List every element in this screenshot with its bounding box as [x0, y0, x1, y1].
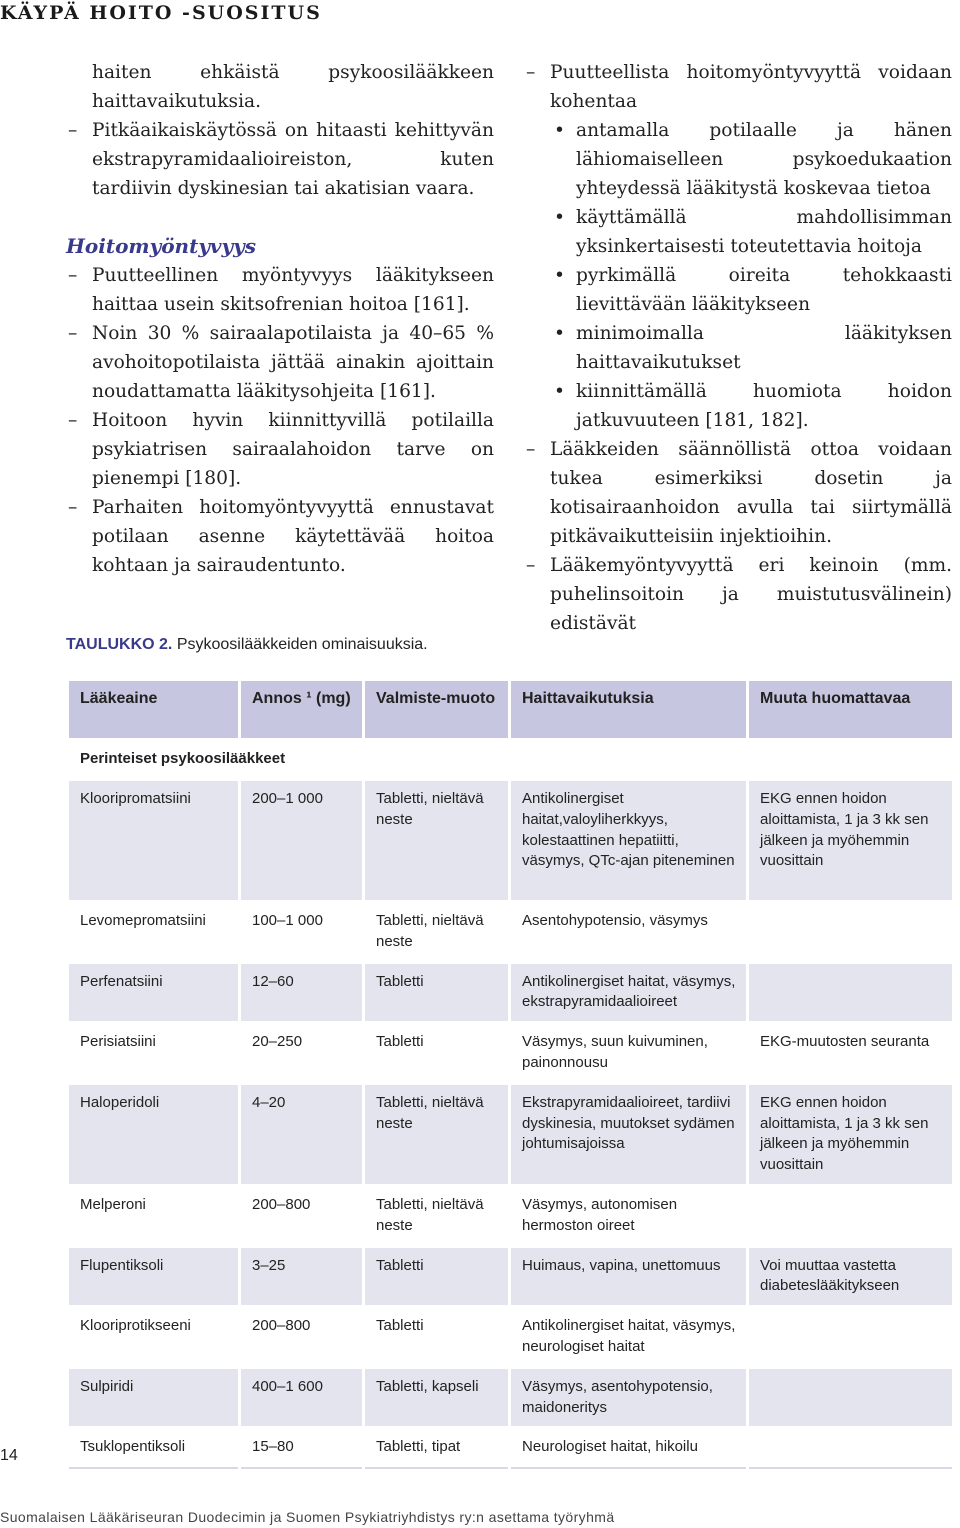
cell-notes — [748, 902, 954, 963]
list-item-longterm-risk: – Pitkäaikaiskäytössä on hitaasti kehittyvän ekstrapyramidaalioireiston, kuten tardiivin dyskinesian tai akatisian vaara. — [66, 116, 494, 203]
cell-notes — [748, 1428, 954, 1468]
cell-effects: Asentohypotensio, väsymys — [510, 902, 748, 963]
bullet-item: • käyttämällä mahdollisimman yksinkertaisesti toteutettavia hoitoja — [524, 203, 952, 261]
header-drug: Lääkeaine — [68, 680, 240, 740]
cell-effects: Antikolinergiset haitat,valoyliherkkyys, kolestaattinen hepatiitti, väsymys, QTc-ajan piteneminen — [510, 780, 748, 902]
cell-form: Tabletti, nieltävä neste — [364, 780, 510, 902]
cell-dose: 4–20 — [240, 1083, 364, 1185]
cell-dose: 200–800 — [240, 1185, 364, 1246]
table-row — [68, 962, 954, 1023]
table-row — [68, 1023, 954, 1084]
list-item: – Parhaiten hoitomyöntyvyyttä ennustavat potilaan asenne käytettävää hoitoa kohtaan ja sairaudentunto. — [66, 493, 494, 580]
cell-form: Tabletti, kapseli — [364, 1367, 510, 1428]
bullet-item: • pyrkimällä oireita tehokkaasti lievittävään lääkitykseen — [524, 261, 952, 319]
header-form: Valmiste-muoto — [364, 680, 510, 740]
table-row — [68, 1428, 954, 1468]
footer: Suomalaisen Lääkäriseuran Duodecimin ja Suomen Psykiatriyhdistys ry:n asettama työryhmä — [0, 1509, 615, 1525]
cell-form: Tabletti — [364, 962, 510, 1023]
cell-dose: 100–1 000 — [240, 902, 364, 963]
cell-dose: 200–800 — [240, 1307, 364, 1368]
cell-notes — [748, 1307, 954, 1368]
bullet-item: • antamalla potilaalle ja hänen lähiomaiselleen psykoedukaation yhteydessä lääkitystä koskevaa tietoa — [524, 116, 952, 203]
cell-drug: Flupentiksoli — [68, 1246, 240, 1307]
table-row — [68, 1246, 954, 1307]
cell-effects: Antikolinergiset haitat, väsymys, neurologiset haitat — [510, 1307, 748, 1368]
cell-effects: Neurologiset haitat, hikoilu — [510, 1428, 748, 1468]
table-row — [68, 1307, 954, 1368]
cell-notes: EKG ennen hoidon aloittamista, 1 ja 3 kk sen jälkeen ja myöhemmin vuosittain — [748, 1083, 954, 1185]
cell-notes — [748, 962, 954, 1023]
cell-effects: Väsymys, suun kuivuminen, painonnousu — [510, 1023, 748, 1084]
cell-effects: Väsymys, autonomisen hermoston oireet — [510, 1185, 748, 1246]
cell-drug: Klooriprotikseeni — [68, 1307, 240, 1368]
left-column — [66, 58, 494, 580]
cell-dose: 20–250 — [240, 1023, 364, 1084]
list-item-intro: – Puutteellista hoitomyöntyvyyttä voidaan kohentaa — [524, 58, 952, 116]
cell-drug: Haloperidoli — [68, 1083, 240, 1185]
cell-form: Tabletti, tipat — [364, 1428, 510, 1468]
header-notes: Muuta huomattavaa — [748, 680, 954, 740]
table-header-row — [68, 680, 954, 740]
continued-paragraph: haiten ehkäistä psykoosilääkkeen haittavaikutuksia. — [92, 62, 494, 112]
cell-dose: 3–25 — [240, 1246, 364, 1307]
list-item-regular-intake: – Lääkkeiden säännöllistä ottoa voidaan tukea esimerkiksi dosetin ja kotisairaanhoidon avulla tai siirtymällä pitkävaikutteisiin injektioihin. — [524, 435, 952, 551]
cell-drug: Perisiatsiini — [68, 1023, 240, 1084]
cell-dose: 200–1 000 — [240, 780, 364, 902]
table-row — [68, 1185, 954, 1246]
cell-notes: EKG-muutosten seuranta — [748, 1023, 954, 1084]
cell-form: Tabletti, nieltävä neste — [364, 902, 510, 963]
cell-form: Tabletti, nieltävä neste — [364, 1185, 510, 1246]
cell-drug: Tsuklopentiksoli — [68, 1428, 240, 1468]
cell-drug: Melperoni — [68, 1185, 240, 1246]
cell-drug: Sulpiridi — [68, 1367, 240, 1428]
cell-drug: Levomepromatsiini — [68, 902, 240, 963]
list-item: – Noin 30 % sairaalapotilaista ja 40–65 % avohoitopotilaista jättää ainakin ajoittain noudattamatta lääkitysohjeita [161]. — [66, 319, 494, 406]
cell-form: Tabletti, nieltävä neste — [364, 1083, 510, 1185]
cell-effects: Ekstrapyramidaalioireet, tardiivi dyskinesia, muutokset sydämen johtumisajoissa — [510, 1083, 748, 1185]
table-group-row — [68, 740, 954, 780]
right-column — [524, 58, 952, 638]
section-heading: Hoitomyöntyvyys — [66, 234, 257, 258]
cell-notes: Voi muuttaa vastetta diabeteslääkitykseen — [748, 1246, 954, 1307]
bullet-item: • kiinnittämällä huomiota hoidon jatkuvuuteen [181, 182]. — [524, 377, 952, 435]
table-caption — [66, 636, 428, 654]
header-dose: Annos ¹ (mg) — [240, 680, 364, 740]
cell-effects: Antikolinergiset haitat, väsymys, ekstrapyramidaalioireet — [510, 962, 748, 1023]
cell-notes — [748, 1367, 954, 1428]
bullet-item: • minimoimalla lääkityksen haittavaikutukset — [524, 319, 952, 377]
list-item: – Puutteellinen myöntyvyys lääkitykseen haittaa usein skitsofrenian hoitoa [161]. — [66, 261, 494, 319]
running-head: KÄYPÄ HOITO -SUOSITUS — [0, 2, 322, 24]
table-row — [68, 1367, 954, 1428]
table-row — [68, 780, 954, 902]
cell-drug: Perfenatsiini — [68, 962, 240, 1023]
table-row — [68, 1083, 954, 1185]
header-effects: Haittavaikutuksia — [510, 680, 748, 740]
cell-notes — [748, 1185, 954, 1246]
cell-effects: Väsymys, asentohypotensio, maidoneritys — [510, 1367, 748, 1428]
group-label: Perinteiset psykoosilääkkeet — [68, 740, 954, 780]
drug-table — [66, 678, 955, 1469]
cell-form: Tabletti — [364, 1023, 510, 1084]
table-row — [68, 902, 954, 963]
list-item: – Hoitoon hyvin kiinnittyvillä potilailla psykiatrisen sairaalahoidon tarve on pienempi [180]. — [66, 406, 494, 493]
cell-notes: EKG ennen hoidon aloittamista, 1 ja 3 kk sen jälkeen ja myöhemmin vuosittain — [748, 780, 954, 902]
cell-dose: 15–80 — [240, 1428, 364, 1468]
cell-form: Tabletti — [364, 1307, 510, 1368]
table-caption-label: TAULUKKO 2. — [66, 636, 173, 653]
cell-dose: 12–60 — [240, 962, 364, 1023]
cell-drug: Klooripromatsiini — [68, 780, 240, 902]
cell-dose: 400–1 600 — [240, 1367, 364, 1428]
page-number: 14 — [0, 1447, 18, 1464]
cell-effects: Huimaus, vapina, unettomuus — [510, 1246, 748, 1307]
list-item-adherence: – Lääkemyöntyvyyttä eri keinoin (mm. puhelinsoitoin ja muistutusvälinein) edistävät — [524, 551, 952, 638]
table-caption-text: Psykoosilääkkeiden ominaisuuksia. — [172, 636, 428, 653]
cell-form: Tabletti — [364, 1246, 510, 1307]
